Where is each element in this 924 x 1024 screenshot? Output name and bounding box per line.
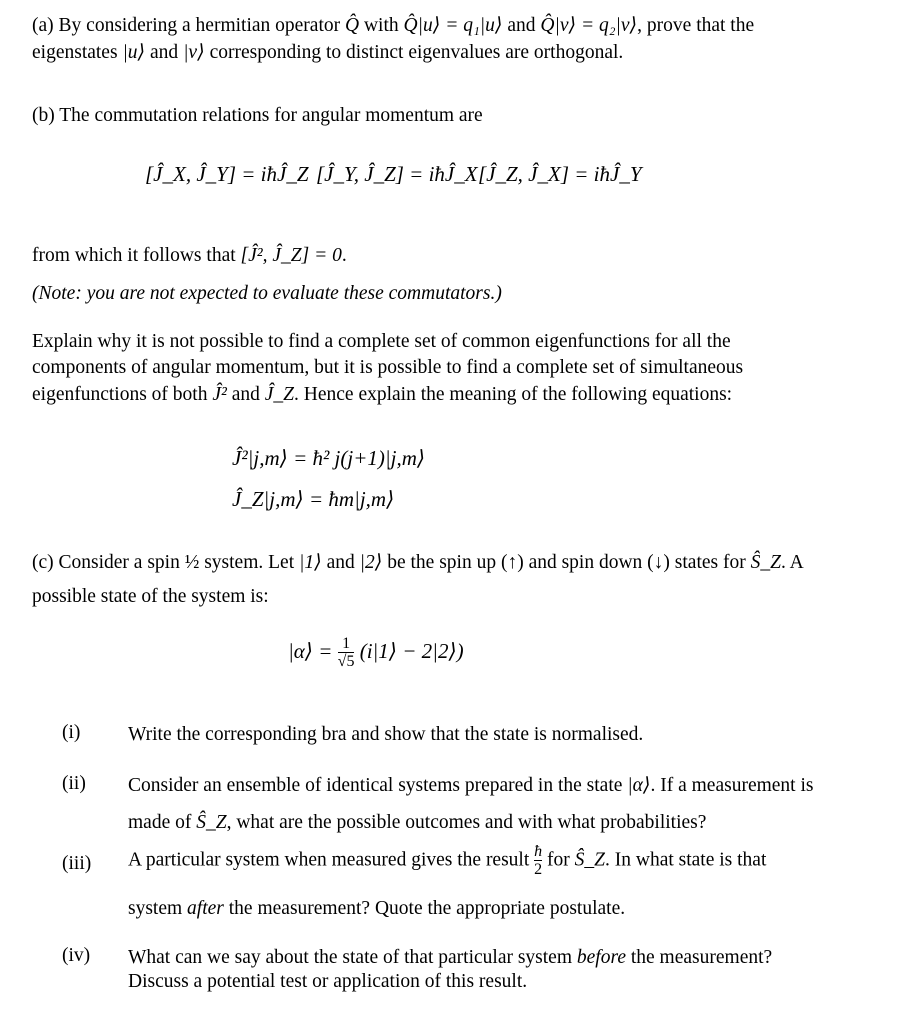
eigen-equation-j2: Ĵ²|j,m⟩ = ħ² j(j+1)|j,m⟩ [232,446,426,470]
eigen-equation-jz: Ĵ_Z|j,m⟩ = ħm|j,m⟩ [232,487,395,511]
part-b-intro: (b) The commutation relations for angular momentum are [32,105,483,126]
question-i-text: Write the corresponding bra and show that the state is normalised. [128,724,644,745]
part-b-follows: from which it follows that [Ĵ², Ĵ_Z] = 0. [32,245,347,266]
commutator-yz: [Ĵ_Y, Ĵ_Z] = iħĴ_X [316,162,478,186]
question-ii-line-2: made of Ŝ_Z, what are the possible outcomes and with what probabilities? [128,812,707,833]
state-fraction: $\frac{1}{√5}$ [337,635,355,670]
part-c-line-2: possible state of the system is: [32,586,269,607]
part-a-line-1: (a) By considering a hermitian operator Q̂ with Q̂|u⟩ = q₁|u⟩ and Q̂|v⟩ = q₂|v⟩, prove that the [32,15,755,36]
commutator-zx: [Ĵ_Z, Ĵ_X] = iħĴ_Y [478,162,642,186]
part-b-explain-1: Explain why it is not possible to find a complete set of common eigenfunctions for all the [32,331,731,352]
part-b-explain-2: components of angular momentum, but it is possible to find a complete set of simultaneous [32,357,744,378]
part-b-note: (Note: you are not expected to evaluate these commutators.) [32,283,502,304]
question-ii-line-1: Consider an ensemble of identical systems prepared in the state |α⟩. If a measurement is [128,775,814,796]
hbar-over-2-fraction: $\frac{ħ}{2}$ [534,843,543,878]
state-alpha-equation: |α⟩ = $\frac{1}{√5}$ (i|1⟩ − 2|2⟩) [288,635,464,670]
question-iii-line-2: system after the measurement? Quote the appropriate postulate. [128,898,626,919]
question-iv-number: (iv) [62,945,91,966]
question-iii-line-1: A particular system when measured gives the result $\frac{ħ}{2}$ for Ŝ_Z. In what state is that [128,843,767,878]
question-ii-number: (ii) [62,773,86,794]
commutator-xy: [Ĵ_X, Ĵ_Y] = iħĴ_Z [145,162,309,186]
part-c-line-1: (c) Consider a spin ½ system. Let |1⟩ and |2⟩ be the spin up (↑) and spin down (↓) states for Ŝ_Z. A [32,552,804,573]
question-iv-line-2: Discuss a potential test or application of this result. [128,971,528,992]
question-iv-line-1: What can we say about the state of that particular system before the measurement? [128,947,773,968]
part-b-explain-3: eigenfunctions of both Ĵ² and Ĵ_Z. Hence explain the meaning of the following equations: [32,384,733,405]
question-i-number: (i) [62,722,81,743]
part-a-line-2: eigenstates |u⟩ and |v⟩ corresponding to distinct eigenvalues are orthogonal. [32,42,624,63]
question-iii-number: (iii) [62,853,92,874]
